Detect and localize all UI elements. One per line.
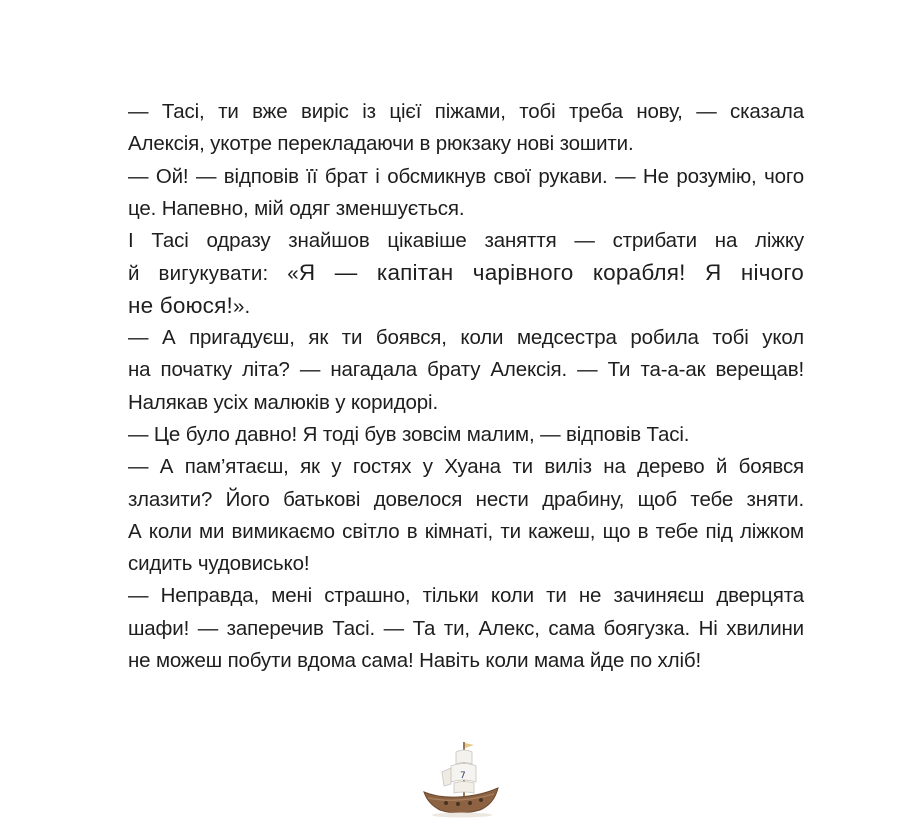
text-line: Налякав усіх малюків у коридорі.	[128, 390, 438, 414]
text-line: сидить чудовисько!	[128, 552, 310, 576]
text-fragment: не боюся!	[128, 292, 233, 318]
story-text	[128, 96, 804, 677]
text-line: — А пам’ятаєш, як у гостях у Хуана ти виліз на дерево й боявся	[128, 455, 804, 479]
text-line: — Тасі, ти вже виріс із цієї піжами, тобі треба нову, — сказала	[128, 100, 804, 123]
text-line: злазити? Його батькові довелося нести драбину, щоб тебе зняти.	[128, 487, 804, 511]
text-line: не можеш побути вдома сама! Навіть коли мама йде по хліб!	[128, 649, 701, 673]
text-line: Алексія, укотре перекладаючи в рюкзаку нові зошити.	[128, 132, 634, 156]
text-line: І Тасі одразу знайшов цікавіше заняття — стрибати на ліжку	[128, 229, 804, 253]
text-fragment: й вигукувати: «	[128, 262, 299, 286]
text-line-exclamation-end	[128, 290, 804, 322]
text-line: — Це було давно! Я тоді був зовсім малим, — відповів Тасі.	[128, 422, 690, 446]
text-fragment: Я — капітан чарівного корабля! Я нічого	[298, 260, 804, 286]
text-line: — Неправда, мені страшно, тільки коли ти не зачиняєш дверцята	[128, 584, 804, 608]
text-line: шафи! — заперечив Тасі. — Та ти, Алекс, сама боягузка. Ні хвилини	[128, 616, 804, 640]
text-line: А коли ми вимикаємо світло в кімнаті, ти кажеш, що в тебе під ліжком	[128, 519, 804, 543]
text-line: — А пригадуєш, як ти боявся, коли медсестра робила тобі укол	[128, 326, 804, 350]
text-line: це. Напевно, мій одяг зменшується.	[128, 196, 465, 220]
text-line-exclamation	[128, 257, 804, 289]
sail-number: 7	[460, 771, 466, 781]
text-line: на початку літа? — нагадала брату Алексія. — Ти та-а-ак верещав!	[128, 358, 804, 382]
text-fragment: ».	[232, 294, 251, 318]
toy-ship-icon	[418, 738, 502, 818]
text-line: — Ой! — відповів її брат і обсмикнув свої рукави. — Не розумію, чого	[128, 164, 804, 188]
